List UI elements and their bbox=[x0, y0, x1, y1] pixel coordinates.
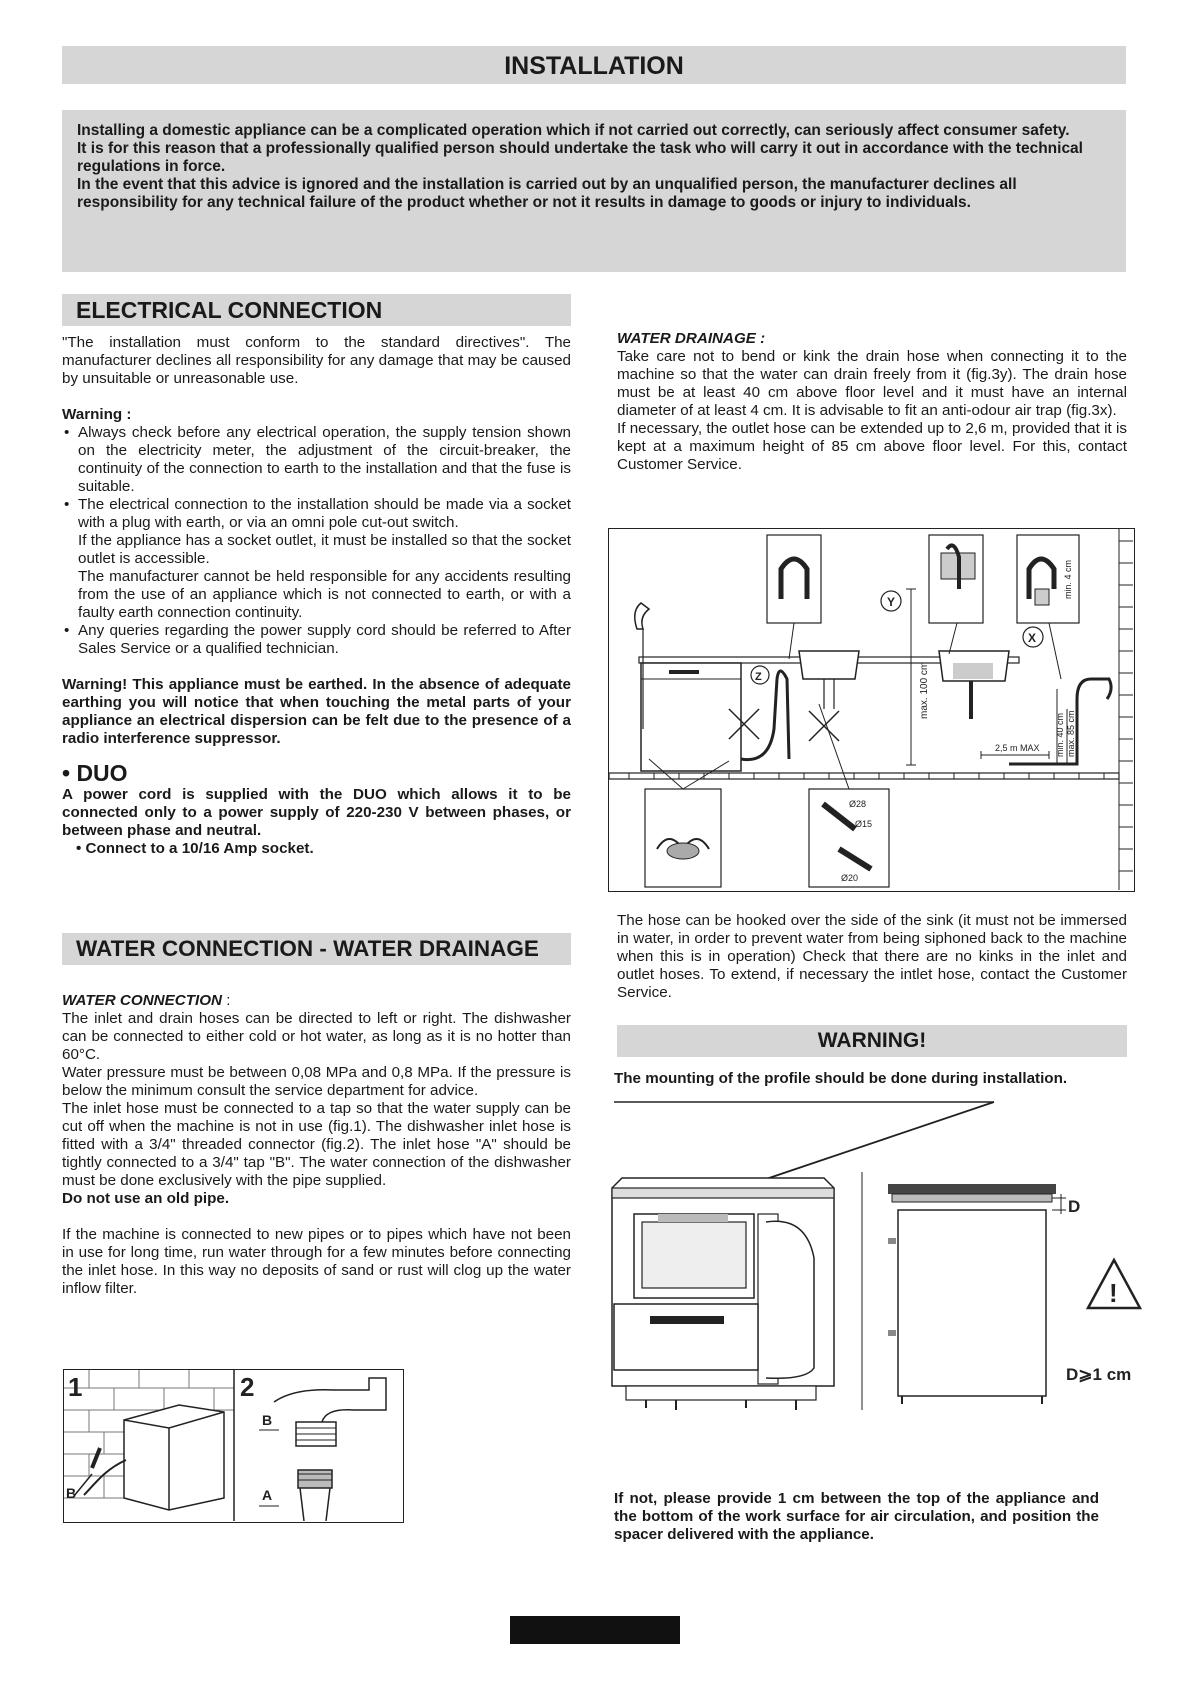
label-min-4: min. 4 cm bbox=[1063, 559, 1073, 599]
list-item: • Always check before any electrical operation, the supply tension shown on the electricity meter, the adjustment of the circuit-breaker, the continuity of the connection to earth to the installation and that the fuse is suitable. bbox=[62, 424, 571, 496]
drainage-figure bbox=[608, 528, 1135, 892]
label-x: X bbox=[1028, 631, 1037, 645]
profile-instruction: The mounting of the profile should be done during installation. bbox=[614, 1070, 1068, 1087]
warning-label: Warning : bbox=[62, 406, 132, 423]
label-d15: Ø15 bbox=[855, 819, 873, 829]
paragraph: Water pressure must be between 0,08 MPa and 0,8 MPa. If the pressure is below the minimum consult the service department for advice. bbox=[62, 1064, 571, 1099]
list-item bbox=[62, 496, 571, 622]
duo-text: A power cord is supplied with the DUO which allows it to be connected only to a power supply of 220-230 V between phases, or between phase and neutral. bbox=[62, 786, 571, 839]
page-title: INSTALLATION bbox=[62, 46, 1126, 84]
intro-line: In the event that this advice is ignored and the installation is carried out by an unqualified person, the manufacturer declines all responsibility for any technical failure of the product whether or not it results in damage to goods or injury to individuals. bbox=[77, 176, 1017, 211]
duo-bullet: • Connect to a 10/16 Amp socket. bbox=[76, 840, 314, 857]
socket-note: If the appliance has a socket outlet, it must be installed so that the socket outlet is accessible. bbox=[78, 532, 571, 567]
drainage-text bbox=[617, 330, 1127, 474]
list-item-text: The electrical connection to the installation should be made via a socket with a plug with earth, or via an omni pole cut-out switch. bbox=[78, 496, 571, 531]
paragraph: The inlet hose must be connected to a tap so that the water supply can be cut off when the machine is not in use (fig.1). The dishwasher inlet hose is fitted with a 3/4" threaded connector (fig.2). The inlet hose "A" should be tightly connected to a 3/4" tap "B". The water connection of the dishwasher must be done exclusively with the pipe supplied. bbox=[62, 1100, 571, 1189]
label-max-85: max. 85 cm bbox=[1066, 710, 1076, 757]
list-item: • Any queries regarding the power supply cord should be referred to After Sales Service or a qualified technician. bbox=[62, 622, 571, 658]
label-d-rule: D⩾1 cm bbox=[1066, 1365, 1132, 1384]
water-connection-label: WATER CONNECTION bbox=[62, 992, 223, 1009]
fig2-number: 2 bbox=[240, 1372, 255, 1402]
section-heading-electrical: ELECTRICAL CONNECTION bbox=[62, 294, 571, 326]
intro-line: Installing a domestic appliance can be a complicated operation which if not carried out correctly, can seriously affect consumer safety. bbox=[77, 122, 1070, 139]
paragraph: If necessary, the outlet hose can be extended up to 2,6 m, provided that it is kept at a maximum height of 85 cm above floor level. For this, contact Customer Service. bbox=[617, 420, 1127, 473]
label-min-40: min. 40 cm bbox=[1055, 712, 1065, 757]
paragraph: Take care not to bend or kink the drain hose when connecting it to the machine so that the water can drain freely from it (fig.3y). The drain hose must be at least 40 cm above floor level and it must have an internal diameter of at least 4 cm. It is advisable to fit an anti-odour air trap (fig.3x). bbox=[617, 348, 1127, 419]
profile-illustration bbox=[606, 1098, 1142, 1456]
inlet-illustration bbox=[64, 1370, 402, 1521]
water-drainage-label: WATER DRAINAGE : bbox=[617, 330, 766, 347]
label-a: A bbox=[262, 1487, 273, 1503]
intro-line: It is for this reason that a professionally qualified person should undertake the task who will carry it out in accordance with the technical regulations in force. bbox=[77, 140, 1083, 175]
hose-note: The hose can be hooked over the side of the sink (it must not be immersed in water, in order to prevent water from being siphoned back to the machine when this is in operation) Check that there are no kinks in the inlet and outlet hoses. To extend, if necessary the intlet hose, contact the Customer Service. bbox=[617, 912, 1127, 1001]
warning-triangle-icon: ! bbox=[1109, 1278, 1118, 1308]
duo-heading: • DUO bbox=[62, 760, 128, 786]
standards-quote: "The installation must conform to the standard directives". The manufacturer declines all responsibility for any damage that may be caused by unsuitable or unreasonable use. bbox=[62, 334, 571, 387]
paragraph: The inlet and drain hoses can be directed to left or right. The dishwasher can be connected to either cold or hot water, as long as it is no hotter than 60°C. bbox=[62, 1010, 571, 1063]
warning-heading: WARNING! bbox=[617, 1025, 1127, 1057]
label-max-100: max. 100 cm bbox=[919, 661, 930, 719]
label-b: B bbox=[262, 1412, 273, 1428]
warning-list bbox=[62, 424, 571, 658]
section-heading-water: WATER CONNECTION - WATER DRAINAGE bbox=[62, 933, 571, 965]
label-colon: : bbox=[222, 992, 231, 1009]
paragraph: If the machine is connected to new pipes or to pipes which have not been in use for long time, run water through for a few minutes before connecting the inlet hose. In this way no deposits of sand or rust will clog up the water inflow filter. bbox=[62, 1226, 571, 1297]
inlet-figure bbox=[63, 1369, 404, 1523]
label-y: Y bbox=[887, 595, 896, 609]
intro-notice bbox=[62, 110, 1126, 272]
label-d: D bbox=[1068, 1197, 1081, 1216]
label-max-25: 2,5 m MAX bbox=[995, 743, 1040, 753]
spacer-instruction: If not, please provide 1 cm between the top of the appliance and the bottom of the work surface for air circulation, and position the spacer delivered with the appliance. bbox=[614, 1490, 1099, 1543]
label-d28: Ø28 bbox=[849, 799, 867, 809]
drainage-illustration bbox=[609, 529, 1133, 890]
water-connection-text bbox=[62, 992, 571, 1298]
label-b: B bbox=[66, 1485, 77, 1501]
label-z: Z bbox=[755, 671, 762, 683]
responsibility-note: The manufacturer cannot be held responsible for any accidents resulting from the use of an appliance which is not connected to earth, or with a faulty earth connection continuity. bbox=[78, 568, 571, 621]
label-d20: Ø20 bbox=[841, 873, 859, 883]
earth-warning: Warning! This appliance must be earthed. In the absence of adequate earthing you will notice that when touching the metal parts of your appliance an electrical dispersion can be felt due to the presence of a radio interference suppressor. bbox=[62, 676, 571, 747]
profile-figure bbox=[606, 1098, 1142, 1456]
page-number-box bbox=[510, 1616, 680, 1644]
electrical-text bbox=[62, 334, 571, 858]
old-pipe-warning: Do not use an old pipe. bbox=[62, 1190, 230, 1207]
fig1-number: 1 bbox=[68, 1372, 83, 1402]
